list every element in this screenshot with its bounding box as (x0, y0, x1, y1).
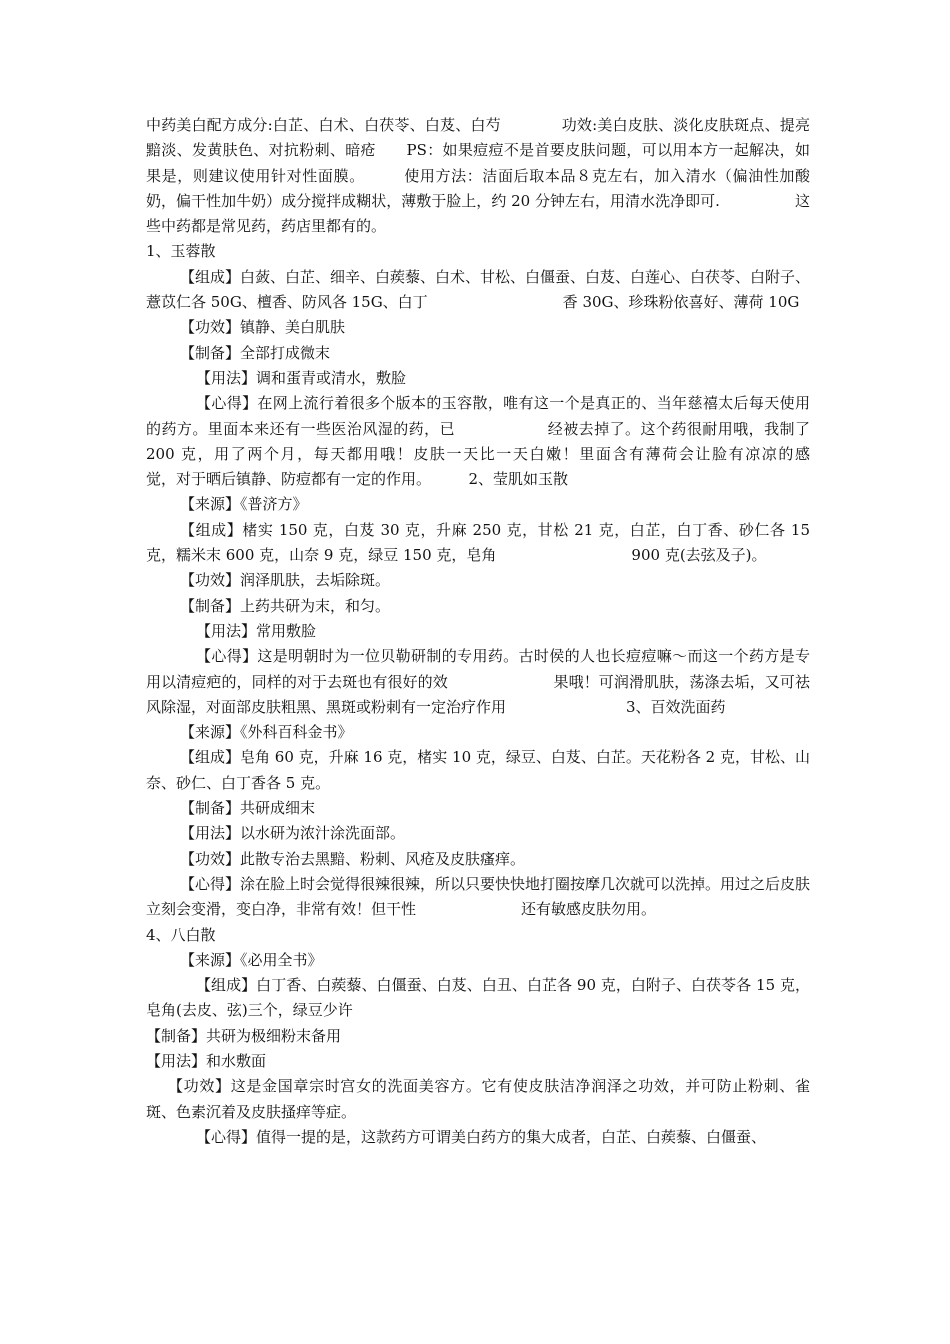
paragraph: 【功效】镇静、美白肌肤 (180, 318, 346, 337)
paragraph: 【用法】调和蛋青或清水，敷脸 (196, 368, 407, 387)
paragraph: 【用法】以水研为浓汁涂洗面部。 (180, 824, 406, 843)
paragraph: 【组成】白丁香、白蒺藜、白僵蚕、白芨、白丑、白芷各 90 克，白附子、白茯苓各 15 克，皂角(去皮、弦)三个，绿豆少许 (146, 976, 810, 1020)
paragraph: 【组成】白蔹、白芷、细辛、白蒺藜、白术、甘松、白僵蚕、白芨、白莲心、白茯苓、白附子、薏苡仁各 50G、檀香、防风各 15G、白丁 香 30G、珍珠粉依喜好、薄荷 10G (146, 267, 811, 312)
paragraph: 【用法】和水敷面 (146, 1051, 267, 1070)
paragraph: 【制备】共研为极细粉末备用 (146, 1026, 342, 1045)
paragraph: 【组成】皂角 60 克，升麻 16 克，楮实 10 克，绿豆、白芨、白芷。天花粉各 2 克，甘松、山奈、砂仁、白丁香各 5 克。 (146, 748, 810, 792)
paragraph: 【心得】涂在脸上时会觉得很辣很辣，所以只要快快地打圈按摩几次就可以洗掉。用过之后皮肤立刻会变滑，变白净，非常有效！但干性 还有敏感皮肤勿用。 (146, 874, 811, 919)
paragraph: 【来源】《必用全书》 (180, 950, 323, 969)
paragraph: 【心得】值得一提的是，这款药方可谓美白药方的集大成者，白芷、白蒺藜、白僵蚕、 (196, 1127, 767, 1146)
paragraph: 【来源】《外科百科金书》 (180, 723, 353, 742)
paragraph: 【用法】常用敷脸 (196, 621, 317, 640)
paragraph: 【心得】在网上流行着很多个版本的玉容散，唯有这一个是真正的、当年慈禧太后每天使用的药方。里面本来还有一些医治风湿的药，已 经被去掉了。这个药很耐用哦，我制了 200 克，用了两个月，每天都用哦！皮肤一天比一天白嫩！里面含有薄荷会让脸有凉凉的感 觉，对于晒后镇静、防痘都有一定的作用。 2、莹肌如玉散 (146, 394, 916, 489)
paragraph: 【来源】《普济方》 (180, 495, 308, 514)
paragraph: 【功效】这是金国章宗时宫女的洗面美容方。它有使皮肤洁净润泽之功效，并可防止粉刺、雀斑、色素沉着及皮肤搔痒等症。 (146, 1077, 810, 1121)
document-body (146, 113, 916, 1150)
paragraph: 【功效】此散专治去黑黯、粉刺、风疮及皮肤瘙痒。 (180, 849, 526, 868)
paragraph: 【制备】共研成细末 (180, 799, 316, 818)
paragraph: 【心得】这是明朝时为一位贝勒研制的专用药。古时侯的人也长痘痘嘛～而这一个药方是专用以清痘疤的，同样的对于去斑也有很好的效 果哦！可润滑肌肤，荡涤去垢，又可祛风除湿，对面部皮肤粗黑、黑斑或粉刺有一定治疗作用 3、百效洗面药 (146, 647, 810, 716)
intro-paragraph: 中药美白配方成分:白芷、白术、白茯苓、白芨、白芍 功效:美白皮肤、淡化皮肤斑点、提亮黯淡、发黄肤色、对抗粉刺、暗疮 PS：如果痘痘不是首要皮肤问题，可以用本方一起解决，如果是，则建议使用针对性面膜。 使用方法：洁面后取本品８克左右，加入清水（偏油性加酸奶，偏干性加牛奶）成分搅拌成糊状，薄敷于脸上，约 20 分钟左右，用清水洗净即可. 这些中药都是常见药，药店里都有的。 (146, 116, 810, 236)
paragraph: 【功效】润泽肌肤，去垢除斑。 (180, 571, 391, 590)
paragraph: 【制备】上药共研为末，和匀。 (180, 596, 391, 615)
paragraph: 【制备】全部打成微末 (180, 343, 331, 362)
paragraph: 【组成】楮实 150 克，白芨 30 克，升麻 250 克，甘松 21 克，白芷，白丁香、砂仁各 15 克，糯米末 600 克，山奈 9 克，绿豆 150 克，皂角 900 克(去弦及子)。 (146, 520, 810, 565)
heading-1: 1、玉蓉散 (146, 242, 216, 261)
heading-4: 4、八白散 (146, 925, 216, 944)
